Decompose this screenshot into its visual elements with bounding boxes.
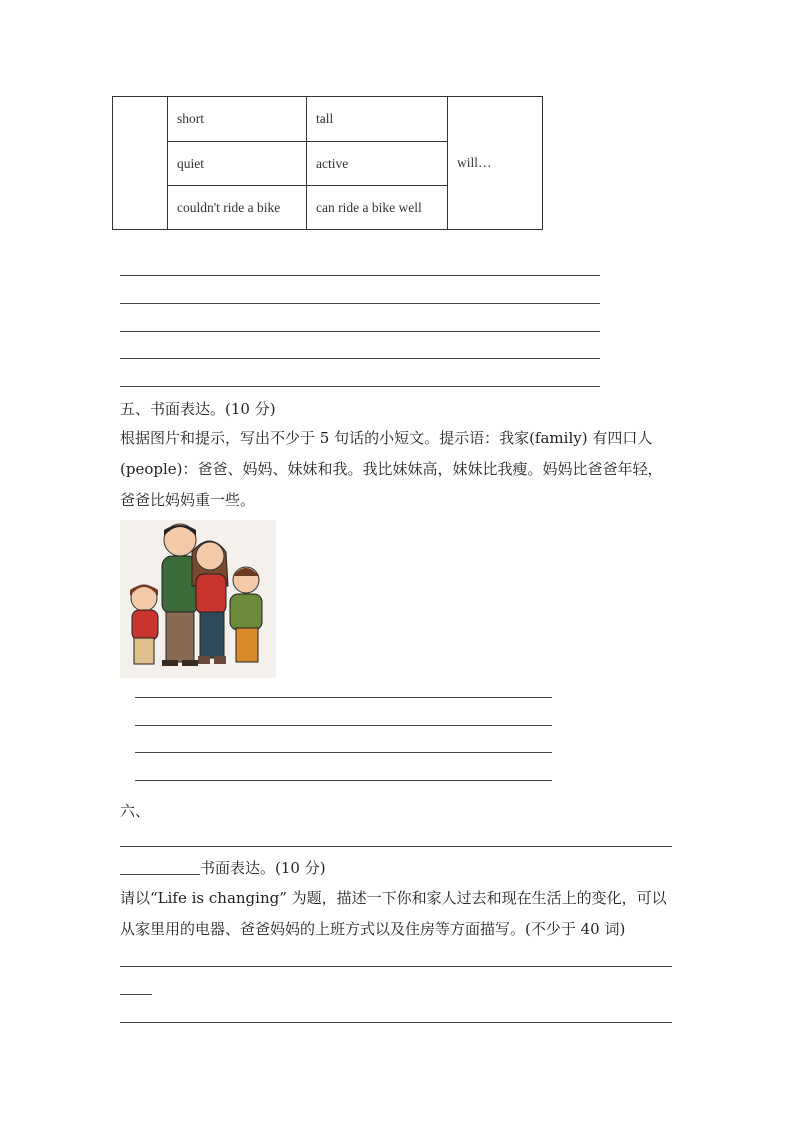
table-empty-cell bbox=[113, 97, 168, 230]
short-underline bbox=[120, 994, 152, 995]
answer-line bbox=[135, 697, 552, 698]
table-cell: tall bbox=[307, 97, 448, 142]
prompt-line: 从家里用的电器、爸爸妈妈的上班方式以及住房等方面描写。(不少于 40 词) bbox=[120, 920, 626, 938]
prompt-line: 爸爸比妈妈重一些。 bbox=[120, 491, 256, 509]
answer-line bbox=[120, 1022, 672, 1023]
table-cell: couldn't ride a bike bbox=[168, 186, 307, 230]
answer-line bbox=[120, 275, 600, 276]
answer-line bbox=[120, 846, 672, 847]
answer-line bbox=[135, 752, 552, 753]
comparison-table bbox=[112, 96, 543, 230]
section-6-number: 六、 bbox=[120, 802, 151, 820]
answer-line bbox=[120, 966, 672, 967]
answer-line bbox=[120, 386, 600, 387]
section-6-prompt bbox=[120, 883, 667, 945]
table-cell-will: will… bbox=[448, 97, 543, 230]
prompt-line: 根据图片和提示，写出不少于 5 句话的小短文。提示语：我家(family) 有四口人 bbox=[120, 429, 653, 447]
table-cell: quiet bbox=[168, 142, 307, 186]
answer-line bbox=[120, 303, 600, 304]
prompt-line: (people)：爸爸、妈妈、妹妹和我。我比妹妹高，妹妹比我瘦。妈妈比爸爸年轻， bbox=[120, 460, 663, 478]
answer-line bbox=[135, 780, 552, 781]
family-illustration bbox=[120, 520, 276, 678]
answer-line bbox=[135, 725, 552, 726]
section-5-heading: 五、书面表达。(10 分) bbox=[120, 400, 276, 418]
table-cell: short bbox=[168, 97, 307, 142]
answer-line bbox=[120, 331, 600, 332]
section-5-prompt bbox=[120, 423, 663, 516]
short-underline bbox=[120, 874, 200, 875]
table-cell: active bbox=[307, 142, 448, 186]
answer-line bbox=[120, 358, 600, 359]
section-6-heading: 书面表达。(10 分) bbox=[200, 859, 326, 877]
table-cell: can ride a bike well bbox=[307, 186, 448, 230]
family-illustration-svg bbox=[120, 520, 276, 678]
prompt-line: 请以“Life is changing” 为题，描述一下你和家人过去和现在生活上的变化，可以 bbox=[120, 889, 667, 907]
